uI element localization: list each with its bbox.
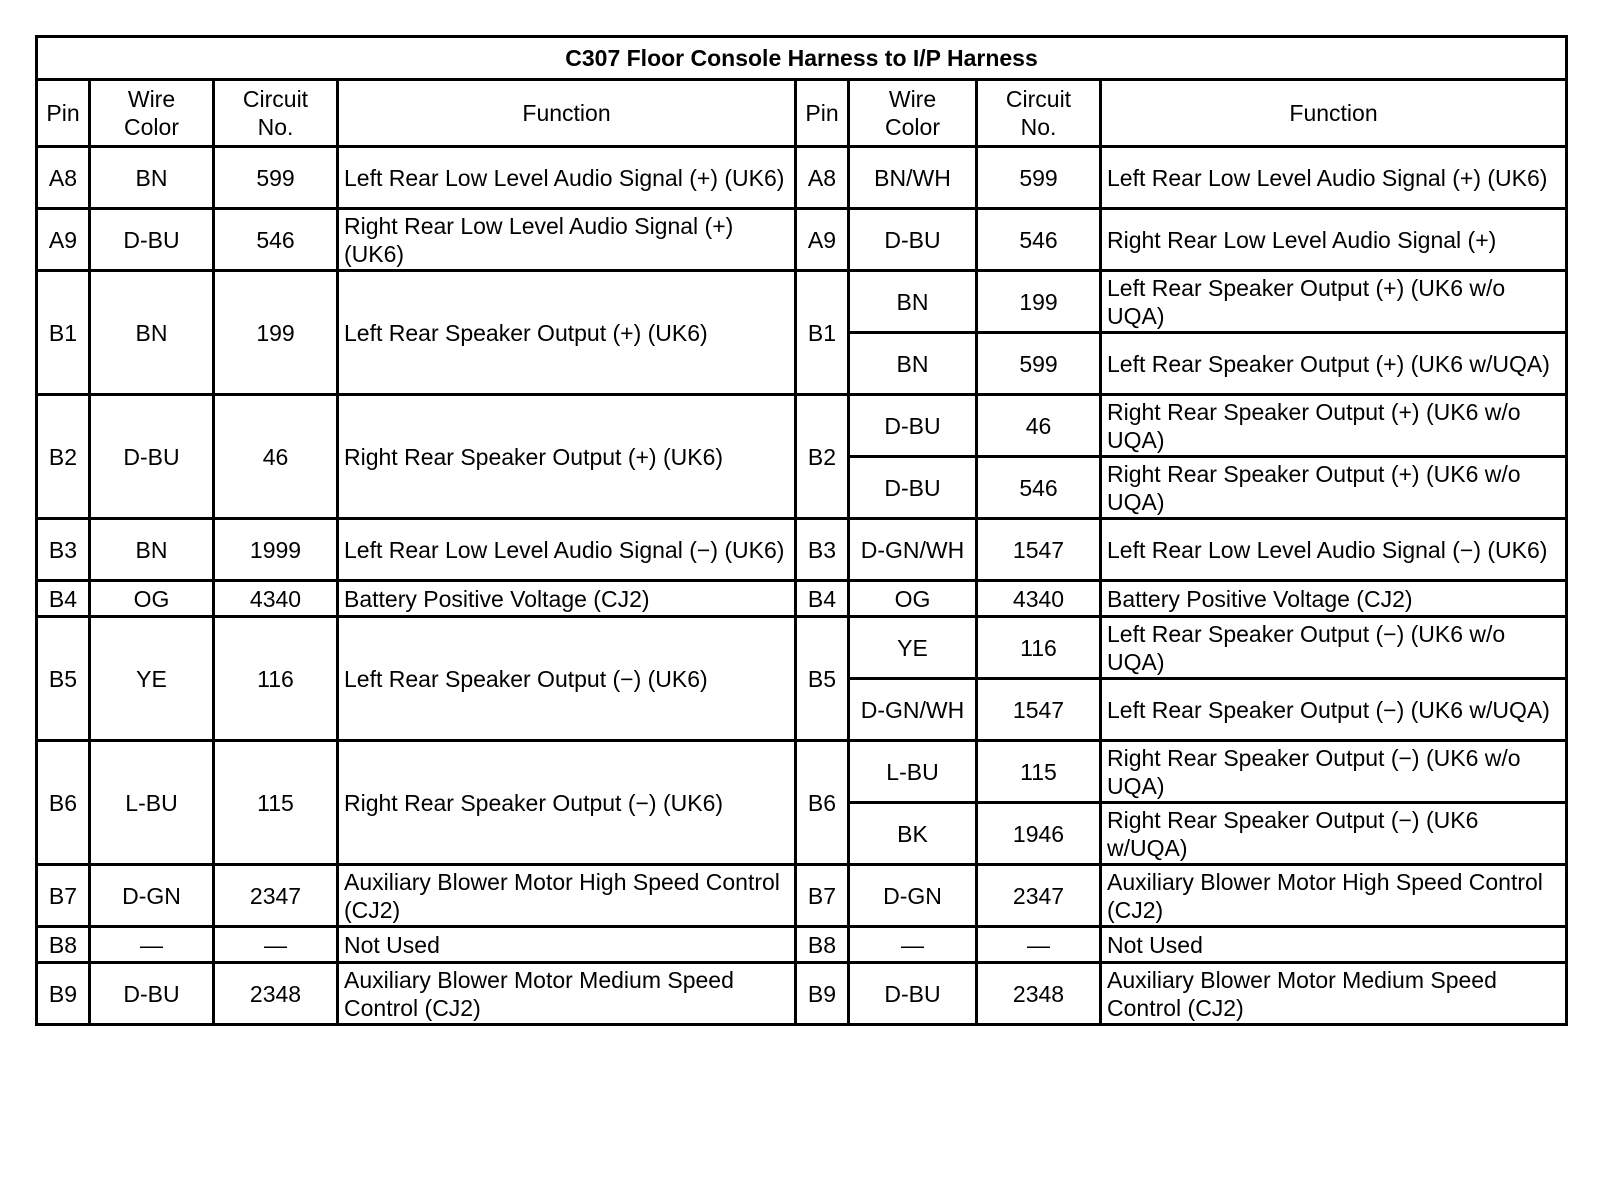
wire-color-cell: —	[849, 927, 977, 963]
table-row	[37, 147, 1567, 209]
function-cell: Right Rear Speaker Output (+) (UK6)	[338, 395, 796, 519]
function-cell: Auxiliary Blower Motor Medium Speed Control (CJ2)	[1101, 963, 1567, 1025]
circuit-cell: 46	[214, 395, 338, 519]
wire-color-cell: D-BU	[90, 209, 214, 271]
wire-color-cell: BN	[90, 271, 214, 395]
pin-cell: B8	[796, 927, 849, 963]
wire-color-cell: YE	[849, 617, 977, 679]
pin-cell: B3	[796, 519, 849, 581]
pin-cell: A8	[37, 147, 90, 209]
wire-color-cell: YE	[90, 617, 214, 741]
pin-cell: B2	[37, 395, 90, 519]
circuit-cell: 1547	[977, 679, 1101, 741]
circuit-cell: 2348	[977, 963, 1101, 1025]
pin-cell: B7	[37, 865, 90, 927]
header-function: Function	[338, 80, 796, 147]
wire-color-cell: BN	[90, 147, 214, 209]
table-title: C307 Floor Console Harness to I/P Harness	[37, 37, 1567, 80]
wire-color-cell: D-BU	[90, 963, 214, 1025]
circuit-cell: 1946	[977, 803, 1101, 865]
table-row	[37, 271, 1567, 333]
table-row	[37, 963, 1567, 1025]
circuit-cell: 1999	[214, 519, 338, 581]
circuit-cell: 199	[214, 271, 338, 395]
table-row	[37, 519, 1567, 581]
function-cell: Left Rear Low Level Audio Signal (+) (UK6)	[1101, 147, 1567, 209]
circuit-cell: 116	[214, 617, 338, 741]
pin-cell: B4	[796, 581, 849, 617]
pin-cell: B2	[796, 395, 849, 519]
pin-cell: B9	[37, 963, 90, 1025]
circuit-cell: 2347	[214, 865, 338, 927]
table-row	[37, 927, 1567, 963]
function-cell: Left Rear Speaker Output (−) (UK6 w/o UQA)	[1101, 617, 1567, 679]
wire-color-cell: D-BU	[849, 395, 977, 457]
wire-color-cell: BK	[849, 803, 977, 865]
function-cell: Right Rear Speaker Output (−) (UK6)	[338, 741, 796, 865]
wire-color-cell: D-GN/WH	[849, 519, 977, 581]
pin-cell: B5	[796, 617, 849, 741]
function-cell: Right Rear Speaker Output (+) (UK6 w/o UQA)	[1101, 457, 1567, 519]
wire-color-cell: D-GN	[90, 865, 214, 927]
table-row	[37, 209, 1567, 271]
header-pin: Pin	[37, 80, 90, 147]
pin-cell: B6	[37, 741, 90, 865]
function-cell: Left Rear Speaker Output (+) (UK6)	[338, 271, 796, 395]
function-cell: Left Rear Speaker Output (−) (UK6 w/UQA)	[1101, 679, 1567, 741]
pin-cell: A9	[796, 209, 849, 271]
circuit-cell: 115	[214, 741, 338, 865]
connector-table	[35, 35, 1568, 1026]
wire-color-cell: L-BU	[90, 741, 214, 865]
table-row	[37, 395, 1567, 457]
function-cell: Left Rear Speaker Output (+) (UK6 w/o UQA)	[1101, 271, 1567, 333]
function-cell: Auxiliary Blower Motor High Speed Control (CJ2)	[338, 865, 796, 927]
circuit-cell: 546	[214, 209, 338, 271]
circuit-cell: 199	[977, 271, 1101, 333]
pin-cell: B1	[796, 271, 849, 395]
header-row	[37, 80, 1567, 147]
wire-color-cell: D-GN/WH	[849, 679, 977, 741]
pin-cell: B4	[37, 581, 90, 617]
circuit-cell: 599	[977, 147, 1101, 209]
pin-cell: B9	[796, 963, 849, 1025]
function-cell: Left Rear Low Level Audio Signal (−) (UK6)	[1101, 519, 1567, 581]
header-wire-color-right: Wire Color	[849, 80, 977, 147]
header-wire-color: Wire Color	[90, 80, 214, 147]
function-cell: Left Rear Low Level Audio Signal (−) (UK6)	[338, 519, 796, 581]
wire-color-cell: BN	[90, 519, 214, 581]
pin-cell: B6	[796, 741, 849, 865]
wire-color-cell: L-BU	[849, 741, 977, 803]
wire-color-cell: —	[90, 927, 214, 963]
pin-cell: B5	[37, 617, 90, 741]
circuit-cell: 4340	[977, 581, 1101, 617]
circuit-cell: 546	[977, 209, 1101, 271]
wire-color-cell: OG	[90, 581, 214, 617]
pin-cell: A8	[796, 147, 849, 209]
circuit-cell: 599	[977, 333, 1101, 395]
wire-color-cell: D-GN	[849, 865, 977, 927]
circuit-cell: 115	[977, 741, 1101, 803]
wire-color-cell: BN/WH	[849, 147, 977, 209]
table-row	[37, 581, 1567, 617]
function-cell: Auxiliary Blower Motor High Speed Control (CJ2)	[1101, 865, 1567, 927]
header-circuit-no-right: Circuit No.	[977, 80, 1101, 147]
circuit-cell: 1547	[977, 519, 1101, 581]
function-cell: Right Rear Speaker Output (+) (UK6 w/o UQA)	[1101, 395, 1567, 457]
circuit-cell: 2348	[214, 963, 338, 1025]
table-row	[37, 741, 1567, 803]
circuit-cell: 46	[977, 395, 1101, 457]
table-row	[37, 617, 1567, 679]
pin-cell: B1	[37, 271, 90, 395]
function-cell: Not Used	[338, 927, 796, 963]
circuit-cell: 4340	[214, 581, 338, 617]
function-cell: Right Rear Speaker Output (−) (UK6 w/UQA)	[1101, 803, 1567, 865]
pin-cell: A9	[37, 209, 90, 271]
wire-color-cell: BN	[849, 333, 977, 395]
header-pin-right: Pin	[796, 80, 849, 147]
header-circuit-no: Circuit No.	[214, 80, 338, 147]
circuit-cell: 2347	[977, 865, 1101, 927]
wire-color-cell: D-BU	[849, 457, 977, 519]
wire-color-cell: D-BU	[90, 395, 214, 519]
wire-color-cell: OG	[849, 581, 977, 617]
circuit-cell: 116	[977, 617, 1101, 679]
header-function-right: Function	[1101, 80, 1567, 147]
function-cell: Right Rear Low Level Audio Signal (+) (UK6)	[338, 209, 796, 271]
wire-color-cell: BN	[849, 271, 977, 333]
circuit-cell: —	[977, 927, 1101, 963]
connector-table-wrapper	[35, 35, 1568, 1026]
table-row	[37, 865, 1567, 927]
function-cell: Right Rear Speaker Output (−) (UK6 w/o UQA)	[1101, 741, 1567, 803]
circuit-cell: —	[214, 927, 338, 963]
function-cell: Left Rear Low Level Audio Signal (+) (UK6)	[338, 147, 796, 209]
circuit-cell: 546	[977, 457, 1101, 519]
function-cell: Battery Positive Voltage (CJ2)	[1101, 581, 1567, 617]
function-cell: Left Rear Speaker Output (−) (UK6)	[338, 617, 796, 741]
pin-cell: B3	[37, 519, 90, 581]
function-cell: Battery Positive Voltage (CJ2)	[338, 581, 796, 617]
function-cell: Not Used	[1101, 927, 1567, 963]
wire-color-cell: D-BU	[849, 209, 977, 271]
function-cell: Auxiliary Blower Motor Medium Speed Control (CJ2)	[338, 963, 796, 1025]
pin-cell: B8	[37, 927, 90, 963]
circuit-cell: 599	[214, 147, 338, 209]
function-cell: Right Rear Low Level Audio Signal (+)	[1101, 209, 1567, 271]
wire-color-cell: D-BU	[849, 963, 977, 1025]
pin-cell: B7	[796, 865, 849, 927]
function-cell: Left Rear Speaker Output (+) (UK6 w/UQA)	[1101, 333, 1567, 395]
